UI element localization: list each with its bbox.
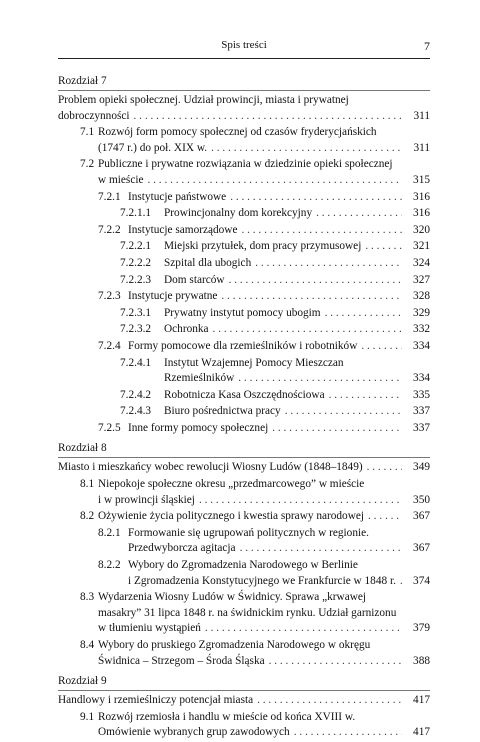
entry-number: 7.2.4.1 xyxy=(120,356,152,369)
entry-page: 337 xyxy=(413,405,430,418)
dot-leader xyxy=(199,493,402,509)
dot-leader xyxy=(148,173,403,189)
entry-title: Instytucje państwowe xyxy=(128,190,227,203)
dot-leader xyxy=(367,460,402,476)
toc-entry[interactable] xyxy=(58,404,430,420)
dot-leader xyxy=(294,725,402,741)
entry-number: 7.2.3.1 xyxy=(120,306,152,319)
dot-leader xyxy=(365,239,402,255)
entry-title: Ochronka xyxy=(164,323,209,336)
entry-title: Instytucje samorządowe xyxy=(128,223,238,236)
entry-title: Publiczne i prywatne rozwiązania w dziedzinie opieki społecznej xyxy=(98,158,393,171)
entry-page: 311 xyxy=(413,109,430,122)
dot-leader xyxy=(240,541,402,557)
entry-page: 334 xyxy=(413,372,430,385)
entry-number: 9.1 xyxy=(80,710,95,723)
chapter-rule xyxy=(58,457,430,458)
dot-leader xyxy=(368,509,402,525)
entry-title: Instytut Wzajemnej Pomocy Mieszczan xyxy=(164,356,344,369)
dot-leader xyxy=(316,206,402,222)
toc-entry[interactable] xyxy=(58,693,430,709)
entry-page: 332 xyxy=(413,323,430,336)
entry-page: 316 xyxy=(413,207,430,220)
entry-title: Prywatny instytut pomocy ubogim xyxy=(164,306,321,319)
toc-entry[interactable] xyxy=(58,190,430,206)
entry-title: Problem opieki społecznej. Udział prowincji, miasta i prywatnej xyxy=(58,94,349,106)
entry-number: 7.2.3.2 xyxy=(120,323,152,336)
entry-title: Prowincjonalny dom korekcyjny xyxy=(164,207,313,220)
dot-leader xyxy=(329,388,402,404)
entry-page: 367 xyxy=(413,542,430,555)
entry-title: Formowanie się ugrupowań politycznych w regionie. xyxy=(128,526,369,539)
entry-number: 7.2.2 xyxy=(98,223,121,236)
entry-page: 328 xyxy=(413,290,430,303)
dot-leader xyxy=(400,574,402,590)
page-number: 7 xyxy=(424,39,430,53)
entry-title: Formy pomocowe dla rzemieślników i robotników xyxy=(128,339,358,352)
entry-title: masakry” 31 lipca 1848 r. na świdnickim rynku. Udział garnizonu xyxy=(98,606,397,619)
entry-page: 367 xyxy=(413,510,430,523)
entry-title: Niepokoje społeczne okresu „przedmarcowego” w mieście xyxy=(98,478,365,491)
toc-entry[interactable] xyxy=(58,638,430,669)
dot-leader xyxy=(134,109,402,125)
entry-page: 388 xyxy=(413,654,430,667)
dot-leader xyxy=(257,693,402,709)
entry-page: 374 xyxy=(413,574,430,587)
toc-entry[interactable] xyxy=(58,421,430,437)
entry-page: 311 xyxy=(413,141,430,154)
entry-title: Rozwój form pomocy społecznej od czasów fryderycjańskich xyxy=(98,126,377,139)
dot-leader xyxy=(269,654,402,670)
toc-entry[interactable] xyxy=(58,526,430,557)
entry-title: w tłumieniu wystąpień xyxy=(98,622,201,635)
chapter-rule xyxy=(58,90,430,91)
dot-leader xyxy=(272,421,402,437)
toc-entry[interactable] xyxy=(58,356,430,387)
toc-entry[interactable] xyxy=(58,93,430,124)
toc-entry[interactable] xyxy=(58,477,430,508)
dot-leader xyxy=(238,371,402,387)
entry-number: 7.2.1 xyxy=(98,190,121,203)
entry-number: 8.2.1 xyxy=(98,526,121,539)
entry-page: 417 xyxy=(413,694,430,707)
entry-title: Wybory do pruskiego Zgromadzenia Narodowego w okręgu xyxy=(98,639,371,651)
entry-title: Rzemieślników xyxy=(164,372,235,385)
toc-entry[interactable] xyxy=(58,590,430,637)
entry-number: 7.2.2.2 xyxy=(120,256,152,269)
dot-leader xyxy=(361,339,402,355)
dot-leader xyxy=(255,256,402,272)
entry-title: dobroczynności xyxy=(58,109,130,122)
entry-title: Wydarzenia Wiosny Ludów w Świdnicy. Sprawa „krwawej xyxy=(98,591,367,604)
chapter-heading: Rozdział 9 xyxy=(58,675,107,688)
entry-title: Biuro pośrednictwa pracy xyxy=(164,405,281,418)
header-rule xyxy=(58,58,430,59)
entry-title: Miasto i mieszkańcy wobec rewolucji Wiosny Ludów (1848–1849) xyxy=(58,461,363,474)
toc-entry[interactable] xyxy=(58,460,430,476)
entry-number: 7.2 xyxy=(80,158,95,171)
toc-entry[interactable] xyxy=(58,239,430,255)
toc-entry[interactable] xyxy=(58,509,430,525)
dot-leader xyxy=(213,322,402,338)
entry-title: Rozwój rzemiosła i handlu w mieście od końca XVIII w. xyxy=(98,710,356,723)
entry-page: 379 xyxy=(413,622,430,635)
entry-page: 334 xyxy=(413,339,430,352)
dot-leader xyxy=(211,141,402,157)
entry-title: w mieście xyxy=(98,173,144,186)
toc-entry[interactable] xyxy=(58,256,430,272)
entry-number: 7.2.3 xyxy=(98,290,121,303)
dot-leader xyxy=(230,190,402,206)
entry-page: 316 xyxy=(413,190,430,203)
entry-title: Szpital dla ubogich xyxy=(164,256,252,269)
entry-number: 7.2.4 xyxy=(98,339,121,352)
entry-number: 8.2 xyxy=(80,510,95,523)
entry-page: 324 xyxy=(413,256,430,269)
toc-entry[interactable] xyxy=(58,388,430,404)
entry-title: Instytucje prywatne xyxy=(128,290,218,303)
toc-entry[interactable] xyxy=(58,125,430,156)
table-of-contents xyxy=(58,73,430,742)
dot-leader xyxy=(229,273,402,289)
running-header xyxy=(58,39,430,55)
entry-number: 7.1 xyxy=(80,126,95,139)
dot-leader xyxy=(241,223,402,239)
entry-number: 7.2.1.1 xyxy=(120,207,152,220)
dot-leader xyxy=(325,306,402,322)
entry-title: (1747 r.) do poł. XIX w. xyxy=(98,141,208,154)
entry-number: 7.2.2.1 xyxy=(120,240,152,253)
entry-page: 337 xyxy=(413,421,430,434)
chapter-rule xyxy=(58,690,430,691)
entry-page: 335 xyxy=(413,388,430,401)
entry-title: Dom starców xyxy=(164,273,225,286)
entry-page: 349 xyxy=(413,461,430,474)
chapter-heading: Rozdział 7 xyxy=(58,75,107,87)
dot-leader xyxy=(221,289,402,305)
running-title: Spis treści xyxy=(221,39,267,51)
entry-title: Miejski przytułek, dom pracy przymusowej xyxy=(164,240,362,253)
entry-title: i Zgromadzenia Konstytucyjnego we Frankfurcie w 1848 r. xyxy=(128,574,396,587)
toc-entry[interactable] xyxy=(58,206,430,222)
toc-entry[interactable] xyxy=(58,322,430,338)
entry-page: 350 xyxy=(413,493,430,506)
dot-leader xyxy=(285,404,402,420)
toc-entry[interactable] xyxy=(58,273,430,289)
entry-title: Wybory do Zgromadzenia Narodowego w Berlinie xyxy=(128,559,358,572)
entry-title: i w prowincji śląskiej xyxy=(98,493,195,506)
toc-entry[interactable] xyxy=(58,306,430,322)
entry-page: 417 xyxy=(413,726,430,739)
entry-title: Przedwyborcza agitacja xyxy=(128,542,236,555)
entry-title: Ożywienie życia politycznego i kwestia sprawy narodowej xyxy=(98,510,365,523)
entry-number: 7.2.4.2 xyxy=(120,388,152,401)
entry-page: 327 xyxy=(413,273,430,286)
entry-title: Robotnicza Kasa Oszczędnościowa xyxy=(164,388,325,401)
chapter-heading: Rozdział 8 xyxy=(58,442,107,455)
entry-number: 7.2.2.3 xyxy=(120,273,152,286)
entry-number: 8.1 xyxy=(80,478,95,491)
toc-entry[interactable] xyxy=(58,289,430,305)
toc-entry[interactable] xyxy=(58,558,430,589)
entry-title: Omówienie wybranych grup zawodowych xyxy=(98,726,290,739)
entry-title: Inne formy pomocy społecznej xyxy=(128,421,269,434)
toc-entry[interactable] xyxy=(58,339,430,355)
entry-number: 8.4 xyxy=(80,639,95,651)
entry-page: 320 xyxy=(413,223,430,236)
toc-entry[interactable] xyxy=(58,157,430,188)
entry-page: 315 xyxy=(413,173,430,186)
entry-page: 321 xyxy=(413,240,430,253)
entry-number: 7.2.4.3 xyxy=(120,405,152,418)
entry-number: 8.3 xyxy=(80,591,95,604)
entry-title: Handlowy i rzemieślniczy potencjał miasta xyxy=(58,694,254,707)
toc-entry[interactable] xyxy=(58,223,430,239)
toc-entry[interactable] xyxy=(58,710,430,741)
entry-title: Świdnica – Strzegom – Środa Śląska xyxy=(98,654,265,667)
entry-number: 8.2.2 xyxy=(98,559,121,572)
dot-leader xyxy=(205,621,402,637)
entry-number: 7.2.5 xyxy=(98,421,121,434)
entry-page: 329 xyxy=(413,306,430,319)
